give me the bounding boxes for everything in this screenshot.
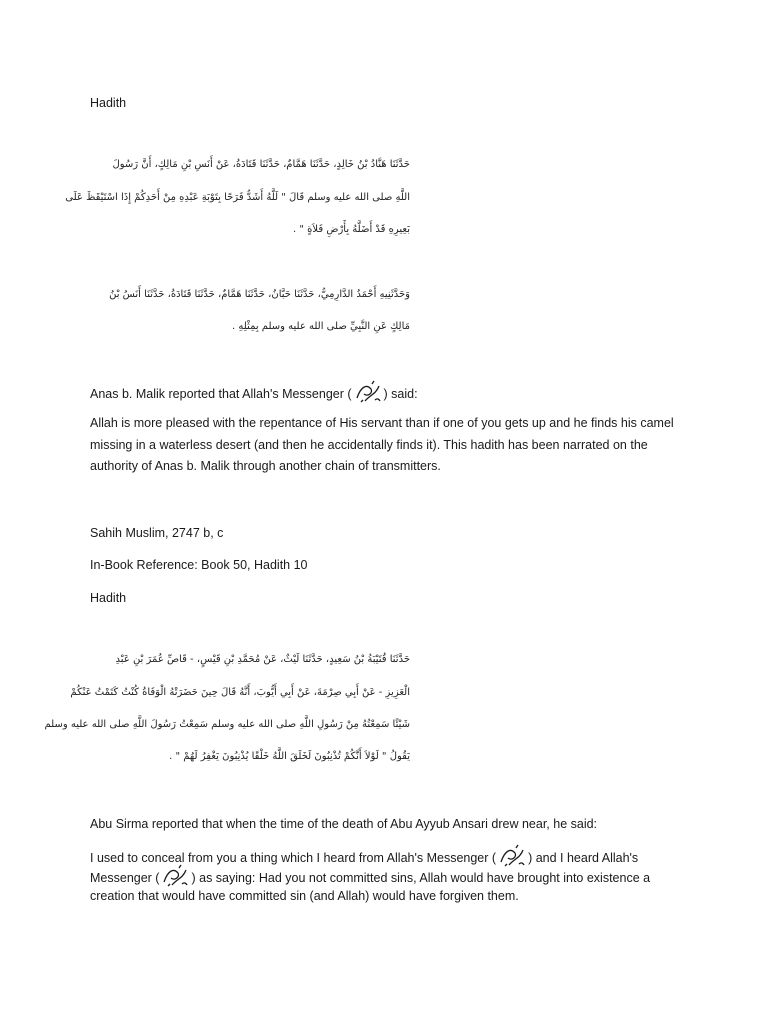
- narration-text: I used to conceal from you a thing which I heard from Allah's Messenger (: [90, 851, 497, 865]
- narration-line: [90, 868, 650, 888]
- section-heading: Hadith: [90, 96, 127, 110]
- narration-intro: Abu Sirma reported that when the time of the death of Abu Ayyub Ansari drew near, he said:: [90, 817, 598, 831]
- narration-text: ) and I heard Allah's: [528, 851, 639, 865]
- salawat-calligraphy-icon: [497, 848, 527, 868]
- narration-intro: [90, 384, 418, 404]
- narration-body: Allah is more pleased with the repentance of His servant than if one of you gets up and he finds his camel missing in a waterless desert (and then he accidentally finds it). This hadith has been narrated on the authority of Anas b. Malik through another chain of transmitters.: [90, 416, 674, 473]
- arabic-text-line: وَحَدَّثَنِيهِ أَحْمَدُ الدَّارِمِيُّ، حَدَّثَنَا حَبَّانُ، حَدَّثَنَا هَمَّامٌ، حَدَّثَنَا قَتَادَةُ، حَدَّثَنَا أَنَسُ بْنُ: [109, 289, 410, 300]
- narration-text: Messenger (: [90, 871, 160, 885]
- arabic-text-line: مَالِكٍ عَنِ النَّبِيِّ صلى الله عليه وسلم بِمِثْلِهِ .: [232, 321, 410, 332]
- salawat-calligraphy-icon: [160, 868, 190, 888]
- arabic-text-line: الْعَزِيزِ - عَنْ أَبِي صِرْمَةَ، عَنْ أَبِي أَيُّوبَ، أَنَّهُ قَالَ حِينَ حَضَرَتْهُ الْوَفَاةُ كُنْتُ كَتَمْتُ عَنْكُمْ: [70, 687, 410, 698]
- section-heading: Hadith: [90, 591, 127, 605]
- arabic-text-line: بَعِيرِهِ قَدْ أَضَلَّهُ بِأَرْضِ فَلاَةٍ " .: [293, 224, 410, 235]
- arabic-text-line: اللَّهِ صلى الله عليه وسلم قَالَ " لَلَّهُ أَشَدُّ فَرَحًا بِتَوْبَةِ عَبْدِهِ مِنْ أَحَدِكُمْ إِذَا اسْتَيْقَظَ عَلَى: [65, 192, 410, 203]
- narration-intro-text: Anas b. Malik reported that Allah's Messenger (: [90, 387, 352, 401]
- arabic-text-line: شَيْئًا سَمِعْتُهُ مِنْ رَسُولِ اللَّهِ صلى الله عليه وسلم سَمِعْتُ رَسُولَ اللَّهِ صلى الله عليه وسلم: [44, 719, 410, 730]
- arabic-text-line: حَدَّثَنَا هَنَّادُ بْنُ خَالِدٍ، حَدَّثَنَا هَمَّامٌ، حَدَّثَنَا قَتَادَةُ، عَنْ أَنَسِ بْنِ مَالِكٍ، أَنَّ رَسُولَ: [112, 159, 410, 170]
- arabic-text-line: حَدَّثَنَا قُتَيْبَةُ بْنُ سَعِيدٍ، حَدَّثَنَا لَيْثٌ، عَنْ مُحَمَّدِ بْنِ قَيْسٍ، - قَاصِّ عُمَرَ بْنِ عَبْدِ: [115, 654, 410, 665]
- reference-inbook: In-Book Reference: Book 50, Hadith 10: [90, 558, 308, 572]
- narration-text: ) as saying: Had you not committed sins, Allah would have brought into existence a: [191, 871, 651, 885]
- salawat-calligraphy-icon: [353, 384, 383, 404]
- arabic-text-line: يَقُولُ " لَوْلاَ أَنَّكُمْ تُذْنِبُونَ لَخَلَقَ اللَّهُ خَلْقًا يُذْنِبُونَ يَغْفِرُ لَهُمْ " .: [169, 751, 410, 762]
- narration-line: creation that would have committed sin (and Allah) would have forgiven them.: [90, 889, 519, 903]
- narration-intro-text: ) said:: [383, 387, 418, 401]
- reference-source: Sahih Muslim, 2747 b, c: [90, 526, 224, 540]
